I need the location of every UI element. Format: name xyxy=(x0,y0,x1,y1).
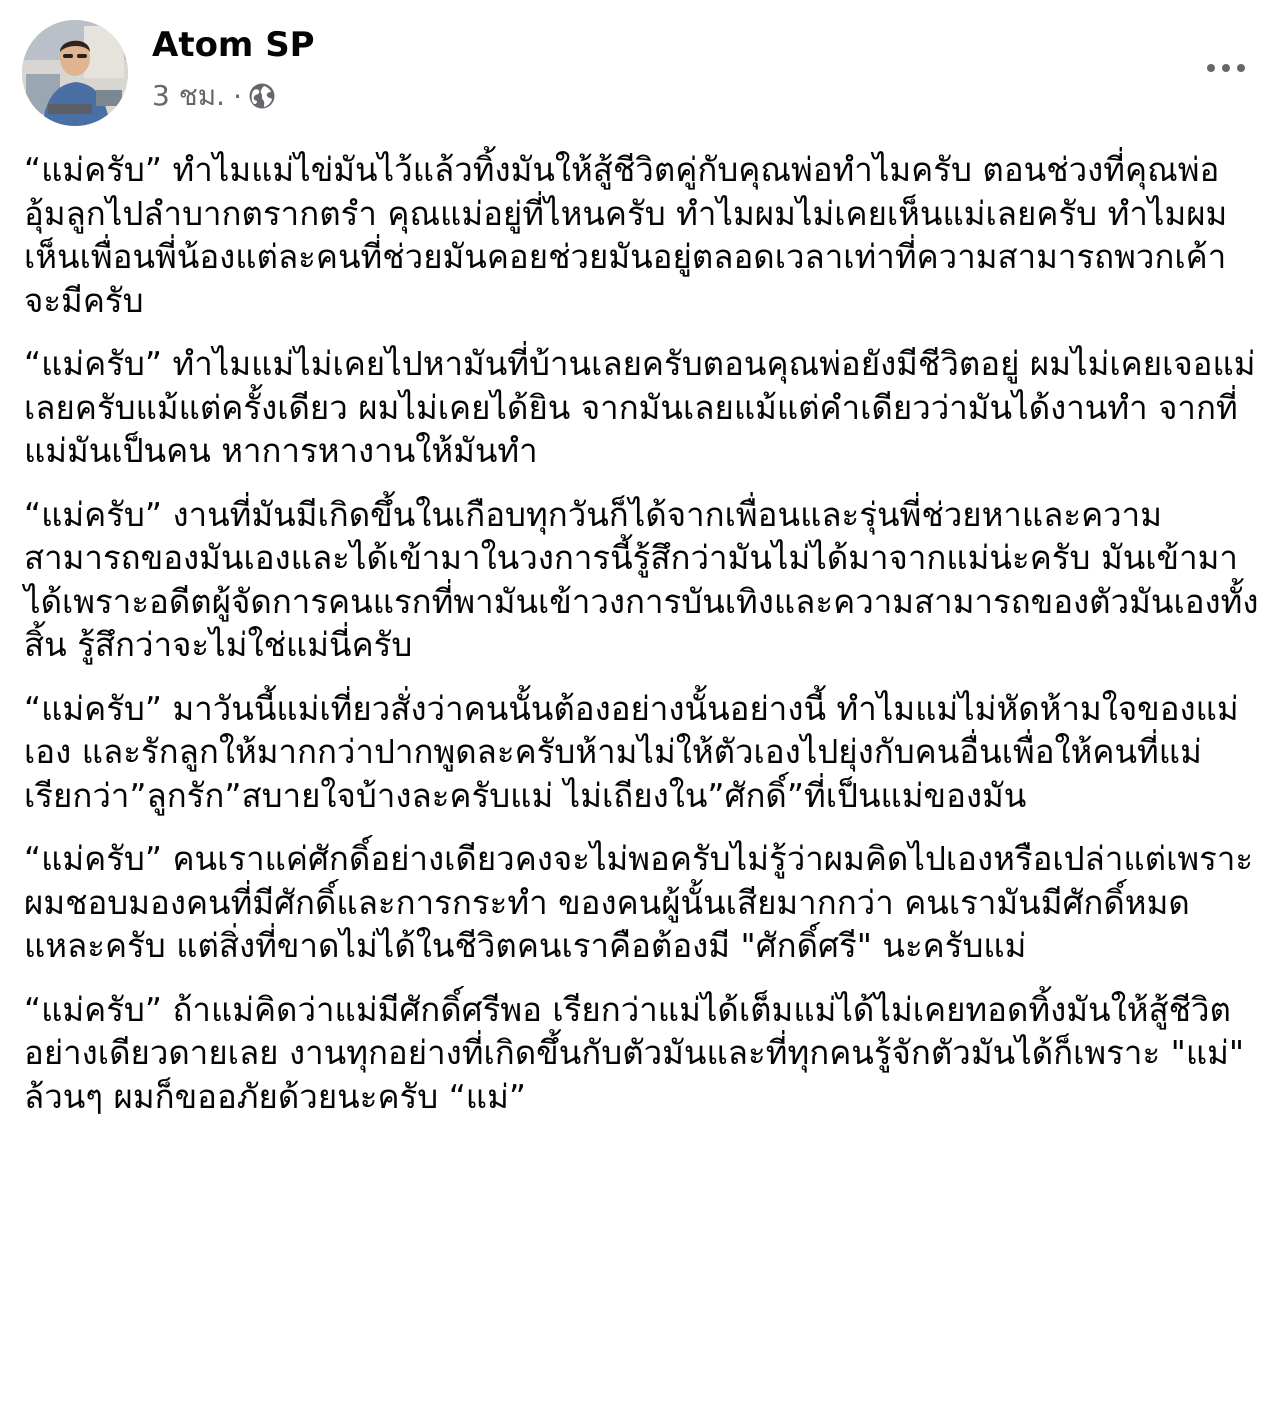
post-paragraph-4: “แม่ครับ” มาวันนี้แม่เที่ยวสั่งว่าคนนั้นต้องอย่างนั้นอย่างนี้ ทำไมแม่ไม่หัดห้ามใจของแม่เอง และรักลูกให้มากกว่าปากพูดละครับห้ามไม่ให้ตัวเองไปยุ่งกับคนอื่นเพื่อให้คนที่แม่เรียกว่า”ลูกรัก”สบายใจบ้างละครับแม่ ไม่เถียงใน”ศักดิ์”ที่เป็นแม่ของมัน xyxy=(24,688,1239,815)
more-options-button[interactable] xyxy=(1194,48,1258,88)
post-body xyxy=(24,148,1260,1138)
globe-icon[interactable] xyxy=(248,82,276,110)
more-options-icon xyxy=(1237,64,1245,72)
post-paragraph-6: “แม่ครับ” ถ้าแม่คิดว่าแม่มีศักดิ์ศรีพอ เรียกว่าแม่ได้เต็มแม่ได้ไม่เคยทอดทิ้งมันให้สู้ชีวิตอย่างเดียวดายเลย งานทุกอย่างที่เกิดขึ้นกับตัวมันและที่ทุกคนรู้จักตัวมันได้ก็เพราะ "แม่" ล้วนๆ ผมก็ขออภัยด้วยนะครับ “แม่” xyxy=(24,989,1245,1116)
more-options-icon xyxy=(1222,64,1230,72)
post-paragraph-2: “แม่ครับ” ทำไมแม่ไม่เคยไปหามันที่บ้านเลยครับตอนคุณพ่อยังมีชีวิตอยู่ ผมไม่เคยเจอแม่เลยครับแม้แต่ครั้งเดียว ผมไม่เคยได้ยิน จากมันเลยแม้แต่คำเดียวว่ามันได้งานทำ จากที่แม่มันเป็นคน หาการหางานให้มันทำ xyxy=(24,344,1256,470)
post-paragraph-3: “แม่ครับ” งานที่มันมีเกิดขึ้นในเกือบทุกวันก็ได้จากเพื่อนและรุ่นพี่ช่วยหาและความสามารถของมันเองและได้เข้ามาในวงการนี้รู้สึกว่ามันไม่ได้มาจากแม่น่ะครับ มันเข้ามาได้เพราะอดีตผู้จัดการคนแรกที่พามันเข้าวงการบันเทิงและความสามารถของตัวมันเองทั้งสิ้น รู้สึกว่าจะไม่ใช่แม่นี่ครับ xyxy=(24,494,1259,664)
post-paragraph-1: “แม่ครับ” ทำไมแม่ไข่มันไว้แล้วทิ้งมันให้สู้ชีวิตคู่กับคุณพ่อทำไมครับ ตอนช่วงที่คุณพ่ออุ้มลูกไปลำบากตรากตรำ คุณแม่อยู่ที่ไหนครับ ทำไมผมไม่เคยเห็นแม่เลยครับ ทำไมผมเห็นเพื่อนพี่น้องแต่ละคนที่ช่วยมันคอยช่วยมันอยู่ตลอดเวลาเท่าที่ความสามารถพวกเค้าจะมีครับ xyxy=(24,150,1228,320)
more-options-icon xyxy=(1207,64,1215,72)
author-name[interactable]: Atom SP xyxy=(152,25,315,65)
profile-photo-icon xyxy=(22,20,128,126)
post-paragraph-5: “แม่ครับ” คนเราแค่ศักดิ์อย่างเดียวคงจะไม่พอครับไม่รู้ว่าผมคิดไปเองหรือเปล่าแต่เพราะผมชอบมองคนที่มีศักดิ์และการกระทำ ของคนผู้นั้นเสียมากกว่า คนเรามันมีศักดิ์หมดแหละครับ แต่สิ่งที่ขาดไม่ได้ในชีวิตคนเราคือต้องมี "ศักดิ์ศรี" นะครับแม่ xyxy=(24,839,1254,965)
meta-separator: · xyxy=(233,79,242,113)
post-header xyxy=(22,20,1258,128)
post-meta xyxy=(152,76,276,116)
author-avatar[interactable] xyxy=(22,20,128,126)
post-timestamp[interactable]: 3 ชม. xyxy=(152,79,226,112)
